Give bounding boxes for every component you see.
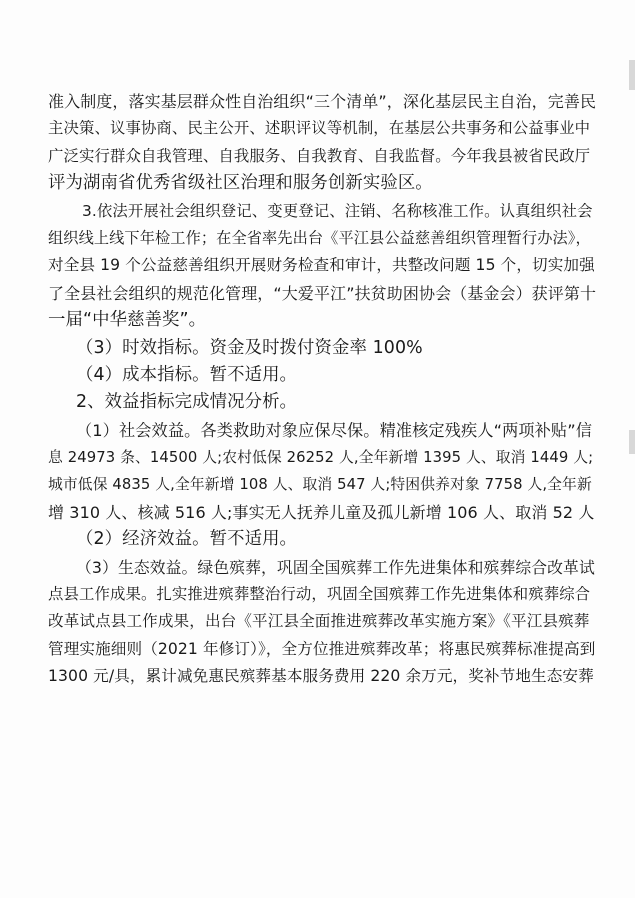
text-line: 主决策、议事协商、民主公开、述职评议等机制，在基层公共事务和公益事业中 — [48, 119, 591, 138]
text-line: （4）成本指标。暂不适用。 — [76, 364, 298, 385]
text-line: 一届“中华慈善奖”。 — [48, 310, 207, 331]
text-line: 城市低保 4835 人,全年新增 108 人、取消 547 人;特困供养对象 7758 人,全年新 — [48, 476, 592, 494]
text-line: 对全县 19 个公益慈善组织开展财务检查和审计，共整改问题 15 个，切实加强 — [48, 256, 595, 275]
text-line: 息 24973 条、14500 人;农村低保 26252 人,全年新增 1395 人、取消 1449 人; — [48, 449, 594, 467]
document-body — [48, 88, 596, 691]
text-line: 准入制度，落实基层群众性自治组织“三个清单”，深化基层民主自治，完善民 — [48, 92, 597, 111]
text-line: （3）生态效益。绿色殡葬，巩固全国殡葬工作先进集体和殡葬综合改革试 — [76, 557, 595, 577]
text-line: 1300 元/具，累计减免惠民殡葬基本服务费用 220 余万元，奖补节地生态安葬 — [48, 667, 594, 686]
scan-edge-mark — [629, 60, 635, 90]
text-line: 管理实施细则（2021 年修订）》，全方位推进殡葬改革；将惠民殡葬标准提高到 — [48, 639, 596, 658]
text-line: 增 310 人、核减 516 人;事实无人抚养儿童及孤儿新增 106 人、取消 52 人 — [48, 502, 595, 522]
text-line: 点县工作成果。扎实推进殡葬整治行动，巩固全国殡葬工作先进集体和殡葬综合 — [48, 585, 591, 604]
text-line: （3）时效指标。资金及时拨付资金率 100% — [76, 337, 423, 358]
scan-edge-mark — [629, 430, 635, 454]
text-line: 广泛实行群众自我管理、自我服务、自我教育、自我监督。今年我县被省民政厅 — [48, 146, 591, 165]
text-line: 改革试点县工作成果，出台《平江县全面推进殡葬改革实施方案》《平江县殡葬 — [48, 612, 590, 631]
text-line: 3.依法开展社会组织登记、变更登记、注销、名称核准工作。认真组织社会 — [82, 201, 593, 220]
text-line: 组织线上线下年检工作；在全省率先出台《平江县公益慈善组织管理暂行办法》， — [48, 228, 591, 247]
text-line: 评为湖南省优秀省级社区治理和服务创新实验区。 — [48, 173, 433, 194]
text-line: 2、效益指标完成情况分析。 — [76, 392, 298, 413]
text-line: （1）社会效益。各类救助对象应保尽保。精准核定残疾人“两项补贴”信 — [76, 420, 592, 440]
text-line: 了全县社会组织的规范化管理，“大爱平江”扶贫助困协会（基金会）获评第十 — [48, 283, 597, 303]
text-line: （2）经济效益。暂不适用。 — [76, 529, 298, 550]
